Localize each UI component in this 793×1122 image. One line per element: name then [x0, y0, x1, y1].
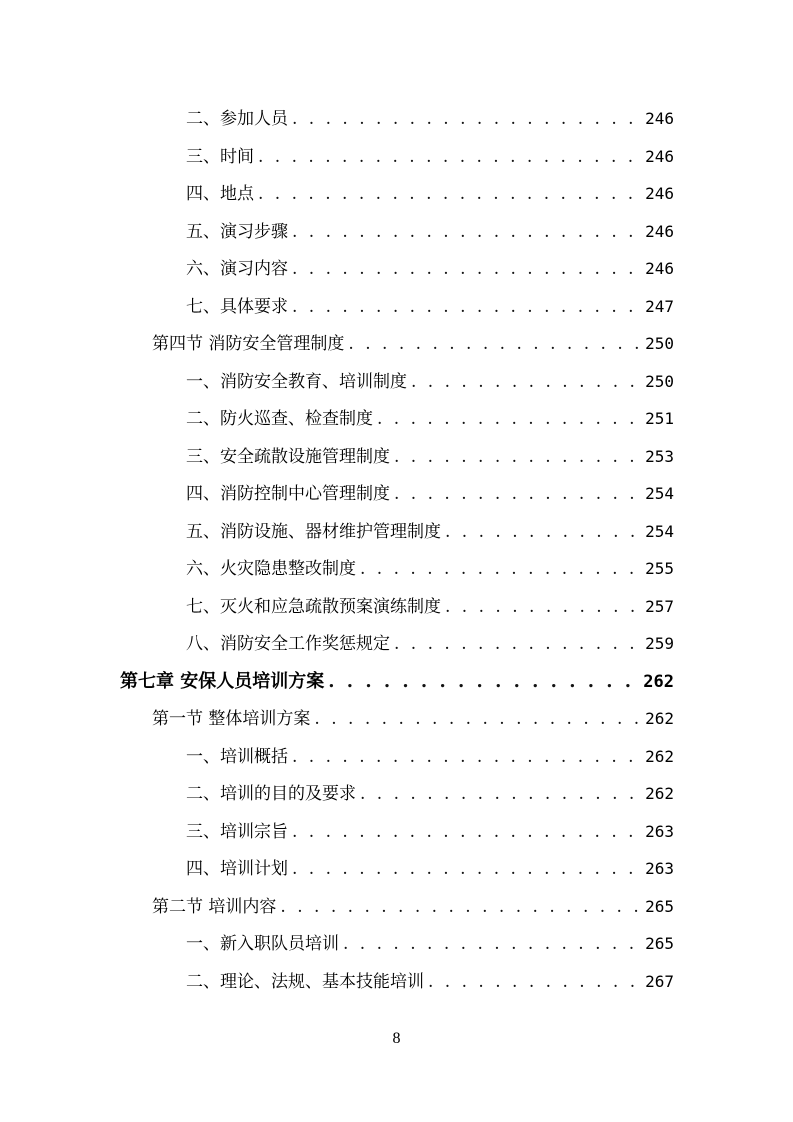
toc-item-entry[interactable]	[186, 100, 674, 137]
toc-entry-title: 一、新入职队员培训	[186, 934, 339, 954]
toc-entry-title: 三、时间	[186, 146, 254, 167]
dot-leader	[328, 663, 639, 700]
dot-leader	[292, 289, 641, 326]
toc-item-entry[interactable]	[186, 775, 674, 812]
toc-entry-page: 263	[645, 859, 674, 878]
toc-item-entry[interactable]	[186, 363, 674, 400]
toc-entry-page: 247	[645, 296, 674, 316]
toc-entry-title: 七、具体要求	[186, 296, 288, 317]
dot-leader	[445, 589, 641, 626]
toc-entry-page: 267	[645, 971, 674, 991]
toc-entry-page: 253	[645, 446, 674, 466]
toc-entry-page: 263	[645, 821, 674, 841]
toc-entry-page: 246	[645, 259, 674, 278]
toc-entry-title: 四、消防控制中心管理制度	[186, 484, 390, 504]
dot-leader	[428, 964, 641, 1001]
toc-entry-title: 第一节 整体培训方案	[152, 709, 311, 729]
dot-leader	[292, 101, 641, 138]
toc-entry-title: 一、培训概括	[186, 746, 288, 767]
toc-item-entry[interactable]	[186, 138, 674, 175]
toc-entry-title: 第四节 消防安全管理制度	[152, 334, 345, 354]
toc-entry-title: 三、培训宗旨	[186, 821, 288, 842]
toc-section-entry[interactable]	[152, 888, 674, 925]
toc-entry-page: 250	[645, 334, 674, 353]
dot-leader	[348, 326, 641, 363]
toc-item-entry[interactable]	[186, 175, 674, 212]
dot-leader	[411, 364, 641, 401]
dot-leader	[314, 701, 641, 738]
toc-item-entry[interactable]	[186, 963, 674, 1000]
toc-entry-title: 二、理论、法规、基本技能培训	[186, 971, 424, 992]
toc-entry-page: 265	[645, 934, 674, 953]
toc-entry-title: 二、培训的目的及要求	[186, 784, 356, 804]
toc-entry-page: 251	[645, 409, 674, 428]
dot-leader	[394, 476, 641, 513]
toc-item-entry[interactable]	[186, 438, 674, 475]
toc-item-entry[interactable]	[186, 850, 674, 887]
toc-item-entry[interactable]	[186, 625, 674, 662]
toc-item-entry[interactable]	[186, 250, 674, 287]
dot-leader	[292, 214, 641, 251]
dot-leader	[360, 551, 641, 588]
toc-entry-title: 五、消防设施、器材维护管理制度	[186, 521, 441, 542]
toc-entry-title: 八、消防安全工作奖惩规定	[186, 634, 390, 654]
dot-leader	[292, 851, 641, 888]
toc-entry-page: 262	[645, 709, 674, 728]
toc-item-entry[interactable]	[186, 813, 674, 850]
dot-leader	[292, 814, 641, 851]
toc-item-entry[interactable]	[186, 475, 674, 512]
toc-item-entry[interactable]	[186, 738, 674, 775]
toc-entry-page: 259	[645, 634, 674, 653]
toc-entry-title: 二、参加人员	[186, 109, 288, 129]
toc-entry-title: 第二节 培训内容	[152, 896, 277, 917]
toc-item-entry[interactable]	[186, 288, 674, 325]
toc-section-entry[interactable]	[152, 325, 674, 362]
toc-entry-page: 246	[645, 146, 674, 166]
toc-item-entry[interactable]	[186, 925, 674, 962]
dot-leader	[292, 739, 641, 776]
toc-entry-page: 255	[645, 559, 674, 578]
page-number: 8	[392, 1030, 401, 1047]
toc-entry-title: 五、演习步骤	[186, 221, 288, 242]
toc-item-entry[interactable]	[186, 213, 674, 250]
dot-leader	[394, 626, 641, 663]
toc-entry-page: 250	[645, 371, 674, 391]
toc-entry-title: 一、消防安全教育、培训制度	[186, 371, 407, 392]
dot-leader	[258, 176, 641, 213]
toc-entry-title: 七、灭火和应急疏散预案演练制度	[186, 596, 441, 617]
toc-entry-title: 二、防火巡查、检查制度	[186, 409, 373, 429]
toc-entry-page: 262	[643, 671, 674, 692]
toc-entry-title: 三、安全疏散设施管理制度	[186, 446, 390, 467]
dot-leader	[343, 926, 641, 963]
toc-entry-page: 262	[645, 784, 674, 803]
toc-entry-page: 254	[645, 484, 674, 503]
dot-leader	[258, 139, 641, 176]
toc-entry-page: 246	[645, 221, 674, 241]
toc-item-entry[interactable]	[186, 588, 674, 625]
dot-leader	[292, 251, 641, 288]
toc-entry-page: 246	[645, 109, 674, 128]
toc-entry-title: 六、火灾隐患整改制度	[186, 559, 356, 579]
toc-item-entry[interactable]	[186, 513, 674, 550]
toc-entry-page: 257	[645, 596, 674, 616]
toc-entry-page: 254	[645, 521, 674, 541]
toc-entry-page: 262	[645, 746, 674, 766]
toc-chapter-entry[interactable]	[120, 663, 674, 700]
dot-leader	[377, 401, 641, 438]
toc-item-entry[interactable]	[186, 550, 674, 587]
toc-entry-title: 第七章 安保人员培训方案	[120, 670, 325, 692]
dot-leader	[394, 439, 641, 476]
dot-leader	[445, 514, 641, 551]
toc-item-entry[interactable]	[186, 400, 674, 437]
toc-entry-page: 246	[645, 184, 674, 203]
toc-entry-title: 四、地点	[186, 184, 254, 204]
toc-entry-page: 265	[645, 896, 674, 916]
toc-entry-title: 六、演习内容	[186, 259, 288, 279]
dot-leader	[280, 889, 641, 926]
toc-section-entry[interactable]	[152, 700, 674, 737]
dot-leader	[360, 776, 641, 813]
toc-entry-title: 四、培训计划	[186, 859, 288, 879]
